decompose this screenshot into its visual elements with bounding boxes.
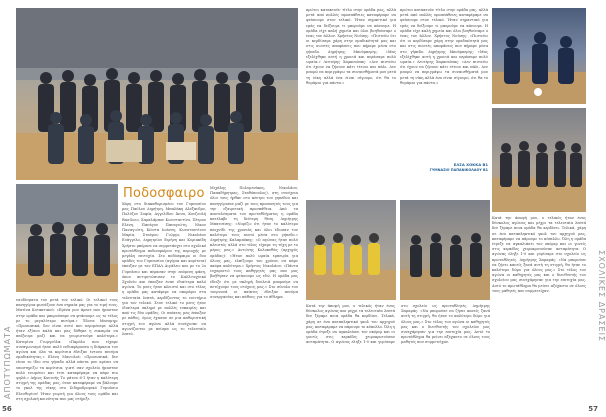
right-bottom-text: Κατά την άποψή μου, ο τελικός ήταν ένας δύσκολος αγώνας και μέχρι τα τελευταία λεπτά δεν ξέραμε ποια ομάδα θα κερδίσει. Τελικά, χάρη σε ένα καταπληκτικό γκολ του αρχηγού μας, καταφέραμε να πάρουμε το κύπελλο. Όλη η ομάδα έτρεξε να αγκαλιάσει τον σκόρερ και οι γονείς στις κερκίδες χειροκροτούσαν ασταμάτητα. Ο αγώνας έληξε 1-0 και γυρίσαμε στο σχολείο ως πρωταθλητές. Δημήτρης Σαμαράς: «Να μπορούσε να ζήσει κανείς ξανά αυτή τη στιγμή, θα ήταν το καλύτερο δώρο για όλους μας.» Στο τέλος του αγώνα οι καθηγητές μας και ο διευθυντής του σχολείου μας συνεχάρησαν για την επιτυχία μας. Αυτό το πρωτάθλημα θα μείνει αξέχαστο σε όλους τους μαθητές που συμμετείχαν. <box>306 304 490 345</box>
left-side-label: ΑΠΟΤΥΠΩΜΑΤΑ <box>3 325 12 399</box>
right-column-3 <box>492 216 586 414</box>
team-group-photo-art <box>16 8 298 180</box>
right-col2-text: πρώτοι κατακτούν τίτλο στην ομάδα μας, αλλά μετά από πολλές προσπάθειες καταφέραμε να φτάσουμε στον τελικό. Ήταν σημαντικό για εμάς να δείξουμε τι μπορούμε να κάνουμε. Η ομάδα είχε καλή χημεία και όλοι βοηθούσαμε ο ένας τον άλλον. Χρήστος Νούσης: «Πιστεύω ότι οι κερδίσαμε χάρη στην ομαδικότητά μας και στις σωστές αποφάσεις που πήραμε μέσα στο γήπεδο. Δημήτρης Μπούμπερης: «Μας εξελίχθηκε αυτή η χρονιά και περάσαμε πολύ ωραία.» Λευτέρης Χαρκσιόπας: «Δεν πιστεύω ότι έχουν να ζήσουν κάτι τέτοιο και πάλι. Δεν μπορώ να περιγράψω τα συναισθήματά μου μετά τη νίκη αλλά ένα είναι σίγουρο, ότι θα το θυμάμαι για πάντα.» <box>400 8 488 85</box>
right-margin <box>588 0 600 417</box>
right-page-number: 57 <box>588 405 598 413</box>
left-column-1 <box>16 298 118 414</box>
right-column-1 <box>306 8 396 194</box>
left-col2-text: Χάρη στο διακαθορισμένο του Γυμνασίου μας Παύλου Δημήτρη, Μπαλάκη Αλέξανδρο, Πολύζου Σοφία, Αγγελίδου Άννα, Κουζουλή Βασίλειο, Χαραλάμπου Κωνσταντίνο, Πέτρου Ελένη, Πανάγου Παναγιώτη, Νίκου Παναγιώτη, Κώστα Ιωάννη, Κωνσταντίνου Μαρία, Σταύρου Γιώργο, Νικολάου Ευάγγελο, Δημητρίου Ειρήνη και Κυριακίδη Χρήστο μπόρεσε να συμμετάσχει στο σχολικό πρωτάθλημα ποδοσφαίρου της περιοχής με μεγάλη επιτυχία. Στο ποδόσφαιρο οι δυο ομάδες του Γυμνασίου (αγόρια και κορίτσια) έπαιξαν με τον ΕΠΑΛ Αιγάλεω και με το 2ο Γυμνάσιο και πέρασαν στην επόμενη φάση, όπου αντιμετώπισαν το Καλλιτεχνικό Σχολείο και έπαιξαν έναν ιδιαίτερα καλό αγώνα. Το ματς ήταν κλειστό και στο τέλος η ομάδα μας κατάφερε να σκοράρει στα τελευταία λεπτά, κερδίζοντας το εισιτήριο για τον τελικό. Στον τελικό το ματς ήταν ιδιαίτερα σκληρό με πολλές ευκαιρίες και από τις δύο ομάδες. Οι παίκτες μας έπαιξαν με πάθος, όμως έχασαν σε μια καθοριστική στιγμή του αγώνα αλλά συνέχισαν να αγωνίζονται με πείσμα ως το τελευταίο λεπτό. <box>122 202 206 337</box>
ball-action-photo-art <box>492 8 586 104</box>
right-side-label: ΣΧΟΛΙΚΕΣ ΔΡΑΣΕΙΣ <box>597 250 606 342</box>
right-column-2 <box>400 8 488 158</box>
left-col1-text: ναυδίσματα του μετά τον τελικό. Οι τελικοί τους πανηγύρια φωνάζουν ένα σημαία μας για το τιμή τους. Ματίνα Κυτακτικού: «Εμένα μου άρεσε που ήμασταν στην ομάδα και μπορούσαμε να φτάσουμε ως το τέλος με το μεγαλύτερο πνεύμα.» Έλενα Μανομηρ: «Προσωπικά, δεν είναι αυτό που περιμέναμε αλλά ήταν εξίσου καλά και μας δόθηκε η ευκαιρία να παίξουμε μαζί και να γνωριστούμε καλύτερα.» Κατερίνα Γιωργούλα: «Παρόλο που είχαμε συναγωνισμό ήταν πολύ ενδιαφέρουσα η διάρκεια του αγώνα και όλα τα κορίτσια έδειξαν έντονο πνεύμα ομαδικότητας.» Ελένη Μανωλιά: «Προσωπικά, δεν είναι το ίδιο στο γήπεδο αλλά πάντα μου αρέσει να υποστηρίζω τα κορίτσια, γιατί σαν σχολείο ήμασταν πολύ ενωμένοι και έτσι καταφέραμε να πάμε πιο ψηλά.» Δήμος Κουτσής Το μάτσο 6-1 ήταν η καλύτερη στιγμή της ομάδας μας, όταν καταφέραμε να βάλουμε το γκολ της νίκης στο Σιδηροδρομικό Γυμνάσιο Ελευθερίου! Ήταν γιορτή για όλους τους ομάδα και στη σχολική κοινότητα που μας στήριξε. <box>16 298 118 401</box>
players-group-photo-art <box>400 200 490 300</box>
right-col3-text: Κατά την άποψή μου, ο τελικός ήταν ένας δύσκολος αγώνας και μέχρι τα τελευταία λεπτά δεν ξέραμε ποια ομάδα θα κερδίσει. Τελικά, χάρη σε ένα καταπληκτικό γκολ του αρχηγού μας, καταφέραμε να πάρουμε το κύπελλο. Όλη η ομάδα έτρεξε να αγκαλιάσει τον σκόρερ και οι γονείς στις κερκίδες χειροκροτούσαν ασταμάτητα. Ο αγώνας έληξε 1-0 και γυρίσαμε στο σχολείο ως πρωταθλητές. Δημήτρης Σαμαράς: «Να μπορούσε να ζήσει κανείς ξανά αυτή τη στιγμή, θα ήταν το καλύτερο δώρο για όλους μας.» Στο τέλος του αγώνα οι καθηγητές μας και ο διευθυντής του σχολείου μας συνεχάρησαν για την επιτυχία μας. Αυτό το πρωτάθλημα θα μείνει αξέχαστο σε όλους τους μαθητές που συμμετείχαν. <box>492 216 586 293</box>
article-title: Ποδοσφαιρο <box>123 186 205 201</box>
ball-action-photo <box>492 8 586 104</box>
left-column-3 <box>210 186 298 414</box>
yellow-team-photo-art <box>306 200 396 300</box>
right-column-bottom <box>306 304 490 414</box>
right-page <box>300 0 606 417</box>
left-page <box>0 0 301 417</box>
team-celebration-photo <box>492 108 586 212</box>
right-col1-text: πρώτοι κατακτούν τίτλο στην ομάδα μας, αλλά μετά από πολλές προσπάθειες καταφέραμε να φτάσουμε στον τελικό. Ήταν σημαντικό για εμάς να δείξουμε τι μπορούμε να κάνουμε. Η ομάδα είχε καλή χημεία και όλοι βοηθούσαμε ο ένας τον άλλον. Χρήστος Νούσης: «Πιστεύω ότι οι κερδίσαμε χάρη στην ομαδικότητά μας και στις σωστές αποφάσεις που πήραμε μέσα στο γήπεδο. Δημήτρης Μπούμπερης: «Μας εξελίχθηκε αυτή η χρονιά και περάσαμε πολύ ωραία.» Λευτέρης Χαρκσιόπας: «Δεν πιστεύω ότι έχουν να ζήσουν κάτι τέτοιο και πάλι. Δεν μπορώ να περιγράψω τα συναισθήματά μου μετά τη νίκη αλλά ένα είναι σίγουρο, ότι θα το θυμάμαι για πάντα.» <box>306 8 396 85</box>
team-celebration-photo-art <box>492 108 586 212</box>
award-photo-art <box>16 184 118 292</box>
left-page-number: 56 <box>2 405 12 413</box>
left-column-2 <box>122 202 206 414</box>
team-group-photo <box>16 8 298 180</box>
author-school: ΓΥΜΝΑΣΙΟ ΠΑΠΑΝΙΚΟΛΑΟΥ Β1 <box>429 168 488 172</box>
award-photo <box>16 184 118 292</box>
players-group-photo <box>400 200 490 300</box>
yellow-team-photo <box>306 200 396 300</box>
author-signature: ΕΛΣΑ ΧΟΚΚΑ Β1 <box>453 162 488 167</box>
left-col3-text: Μιχάλης Πολυμενάκος, Νικολάου, Παπαδήμητρας, Σταθόπουλος), στη συνέχεια όλοι τους ήρθαν στο κέντρο του γηπέδου και πανηγύρισαν μαζί με τους προπονητές τους για την εξαιρετική προσπάθεια. Από τα αποτελέσματα του πρωταθλήματος η ομάδα κατέλαβε τη δεύτερη θέση. Δημήτρης Μπατσέσης: «Νομίζω ότι ήταν το καλύτερο παιχνίδι της χρονιάς και όλοι έδωσαν τον καλύτερο τους εαυτό μέσα στο γήπεδο.» Δημήτρης Καλαμπόκης: «Ο αγώνας ήταν πολύ κλειστός αλλά στο τέλος είχαμε τη τύχη με το μέρος μας.» Αντώνης Κολοκυθάς (αρχηγός ομάδας): «Ήταν πολύ ωραία εμπειρία για όλους μας, ελπίζουμε του χρόνου να πάμε ακόμα καλύτερα.» Χρήστος Νικολάου: «Πάντα ευχαριστώ τους καθηγητές μας που μας βοήθησαν να φτάσουμε ως εδώ. Η ομάδα μας έδειξε ότι με σκληρή δουλειά μπορούμε να πετύχουμε τους στόχους μας.» Στο σύνολο του τουρνουά οι παίκτες έδειξαν πνεύμα συνεργασίας και πάθους για το άθλημα. <box>210 186 298 300</box>
